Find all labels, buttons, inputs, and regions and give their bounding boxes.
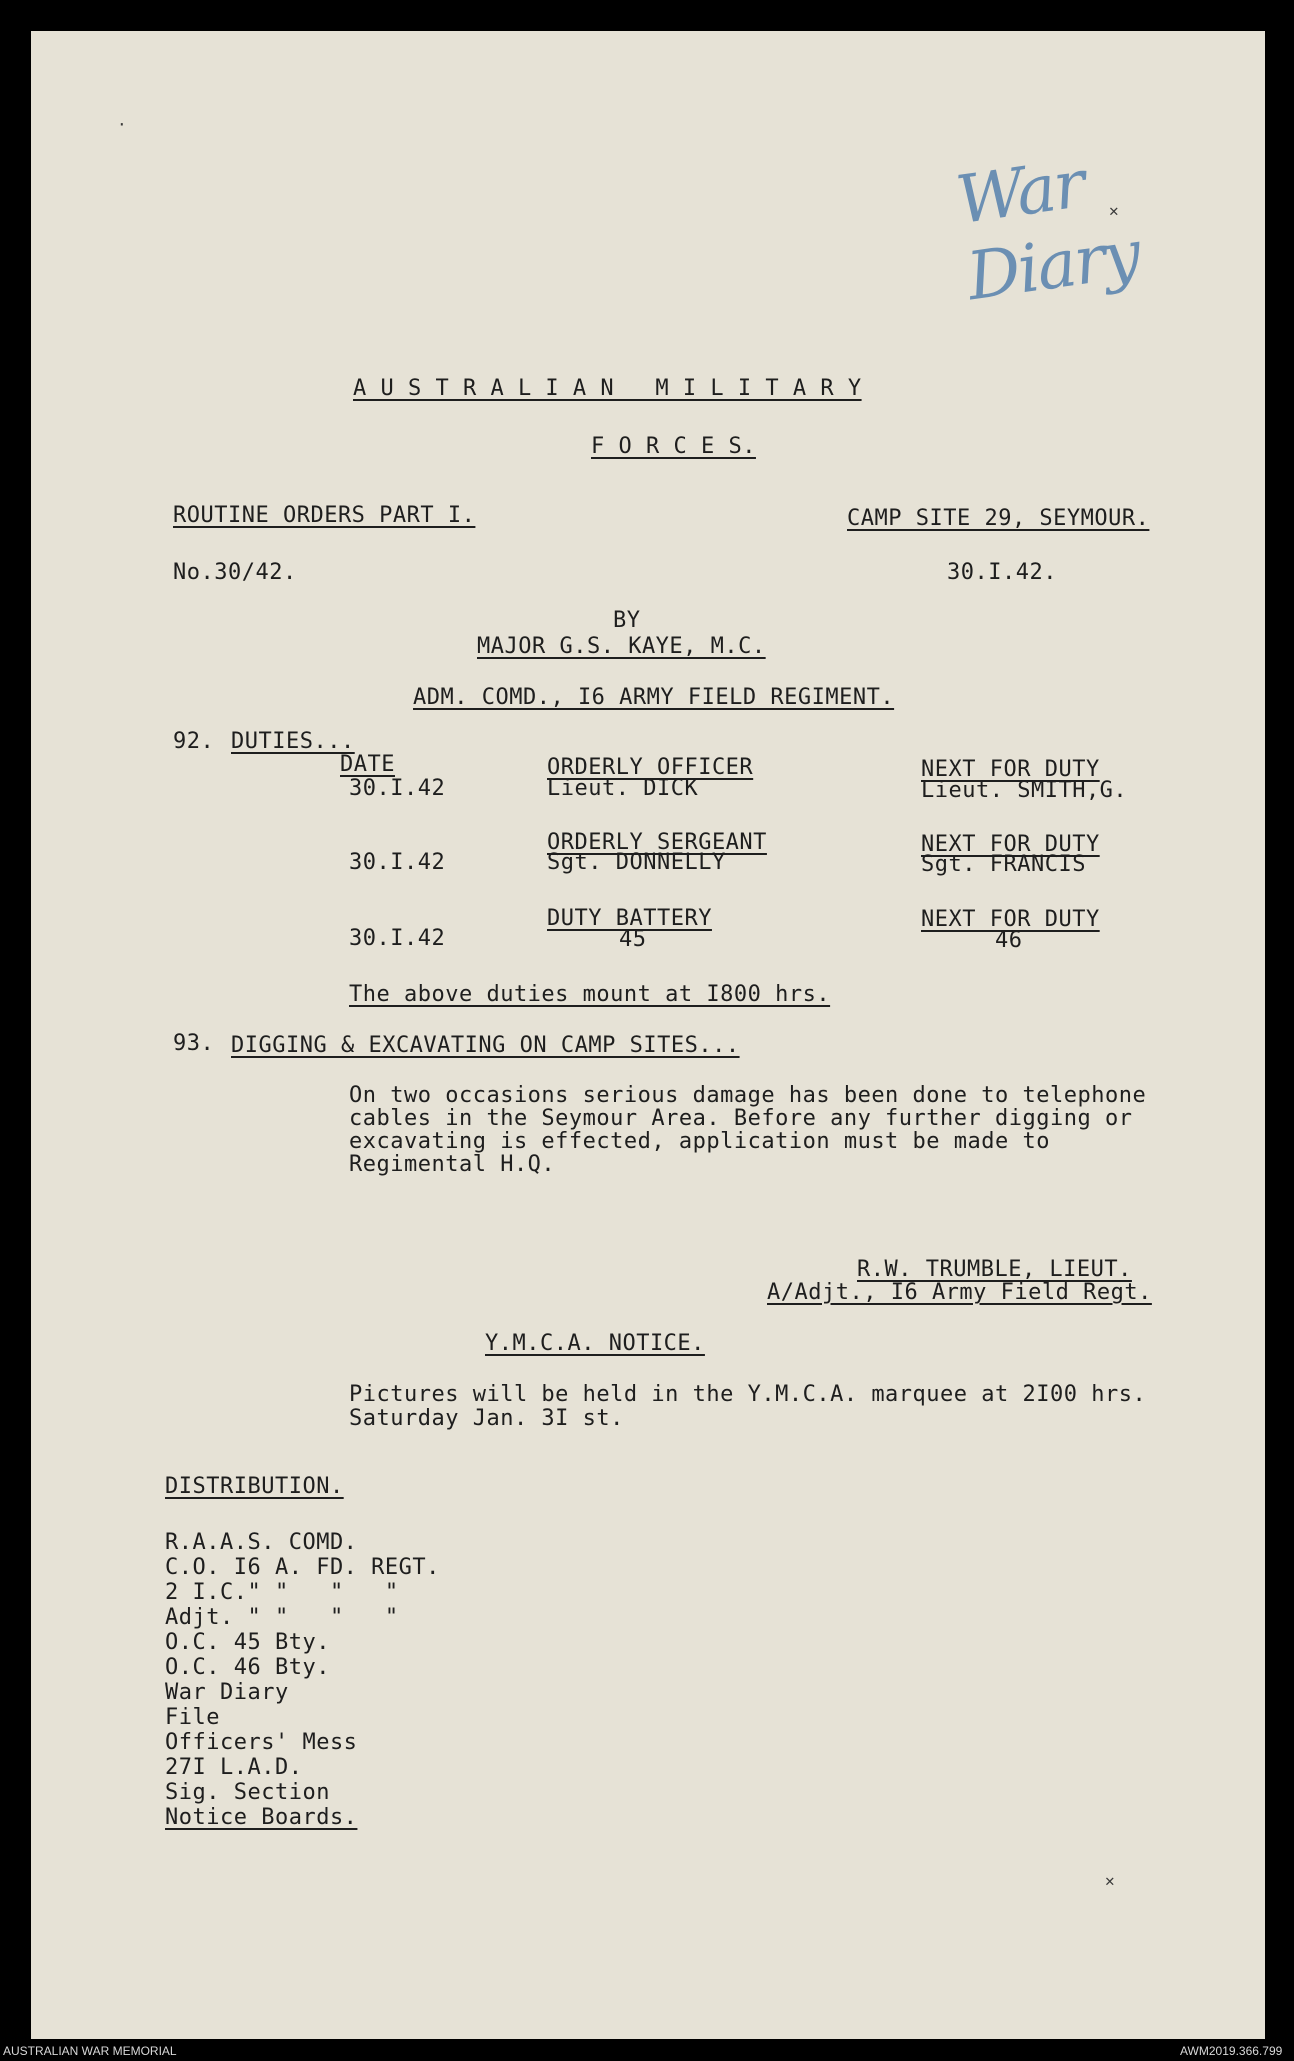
distribution-item: War Diary xyxy=(165,1680,289,1705)
ymca-line-2: Saturday Jan. 3I st. xyxy=(349,1406,624,1431)
camp-site-label: CAMP SITE 29, SEYMOUR. xyxy=(847,506,1150,531)
staple-hole-mark: ✕ xyxy=(1109,201,1119,220)
date-column-header: DATE xyxy=(340,752,395,777)
duty-row-2-date: 30.I.42 xyxy=(349,850,446,875)
staple-hole-mark: ✕ xyxy=(1105,1871,1115,1890)
handwritten-note: War Diary xyxy=(951,145,1144,316)
ymca-line-1: Pictures will be held in the Y.M.C.A. marquee at 2I00 hrs. xyxy=(349,1382,1147,1407)
orderly-sergeant-header: ORDERLY SERGEANT xyxy=(547,830,767,855)
item-93-line-3: excavating is effected, application must be made to xyxy=(349,1129,1051,1154)
distribution-item: Officers' Mess xyxy=(165,1730,358,1755)
item-93-title: DIGGING & EXCAVATING ON CAMP SITES... xyxy=(231,1033,740,1058)
distribution-item: R.A.A.S. COMD. xyxy=(165,1530,358,1555)
signature-title: A/Adjt., I6 Army Field Regt. xyxy=(767,1280,1152,1305)
duty-row-1-date: 30.I.42 xyxy=(349,776,446,801)
orderly-sergeant-value: Sgt. DONNELLY xyxy=(547,850,726,875)
item-93-line-2: cables in the Seymour Area. Before any further digging or xyxy=(349,1106,1133,1131)
next-for-duty-header-1: NEXT FOR DUTY xyxy=(921,757,1100,782)
duty-row-3-date: 30.I.42 xyxy=(349,926,446,951)
item-93-line-1: On two occasions serious damage has been done to telephone xyxy=(349,1083,1147,1108)
orderly-officer-header: ORDERLY OFFICER xyxy=(547,755,754,780)
distribution-item: 27I L.A.D. xyxy=(165,1755,303,1780)
next-for-duty-value-1: Lieut. SMITH,G. xyxy=(921,778,1128,803)
distribution-item: Adjt. " " " " xyxy=(165,1605,399,1630)
item-92-title: DUTIES... xyxy=(231,729,355,754)
duties-note: The above duties mount at I800 hrs. xyxy=(349,982,831,1007)
by-name: MAJOR G.S. KAYE, M.C. xyxy=(477,634,766,659)
paper-mark: · xyxy=(117,115,127,134)
distribution-title: DISTRIBUTION. xyxy=(165,1474,344,1499)
footer-accession-number: AWM2019.366.799 xyxy=(1180,2044,1283,2058)
distribution-item: C.O. I6 A. FD. REGT. xyxy=(165,1555,440,1580)
item-92-number: 92. xyxy=(173,729,215,754)
heading-line-1: A U S T R A L I A N M I L I T A R Y xyxy=(353,376,862,401)
distribution-item: O.C. 46 Bty. xyxy=(165,1655,330,1680)
item-93-line-4: Regimental H.Q. xyxy=(349,1152,556,1177)
signature-name: R.W. TRUMBLE, LIEUT. xyxy=(857,1257,1132,1282)
order-date: 30.I.42. xyxy=(947,560,1057,585)
duty-battery-value: 45 xyxy=(619,927,647,952)
distribution-item: Notice Boards. xyxy=(165,1805,358,1830)
heading-line-2: F O R C E S. xyxy=(591,434,756,459)
distribution-item: File xyxy=(165,1705,220,1730)
next-for-duty-header-2: NEXT FOR DUTY xyxy=(921,832,1100,857)
footer-credit: AUSTRALIAN WAR MEMORIAL xyxy=(3,2044,177,2058)
next-for-duty-value-2: Sgt. FRANCIS xyxy=(921,852,1086,877)
duty-battery-header: DUTY BATTERY xyxy=(547,906,712,931)
distribution-item: Sig. Section xyxy=(165,1780,330,1805)
distribution-item: 2 I.C." " " " xyxy=(165,1580,399,1605)
next-for-duty-header-3: NEXT FOR DUTY xyxy=(921,907,1100,932)
command-line: ADM. COMD., I6 ARMY FIELD REGIMENT. xyxy=(413,685,895,710)
distribution-item: O.C. 45 Bty. xyxy=(165,1630,330,1655)
document-page xyxy=(31,31,1265,2039)
item-93-number: 93. xyxy=(173,1031,215,1056)
ymca-notice-title: Y.M.C.A. NOTICE. xyxy=(485,1331,705,1356)
order-number: No.30/42. xyxy=(173,560,297,585)
orderly-officer-value: Lieut. DICK xyxy=(547,776,699,801)
routine-orders-label: ROUTINE ORDERS PART I. xyxy=(173,503,476,528)
next-for-duty-value-3: 46 xyxy=(995,928,1023,953)
by-label: BY xyxy=(613,608,641,633)
